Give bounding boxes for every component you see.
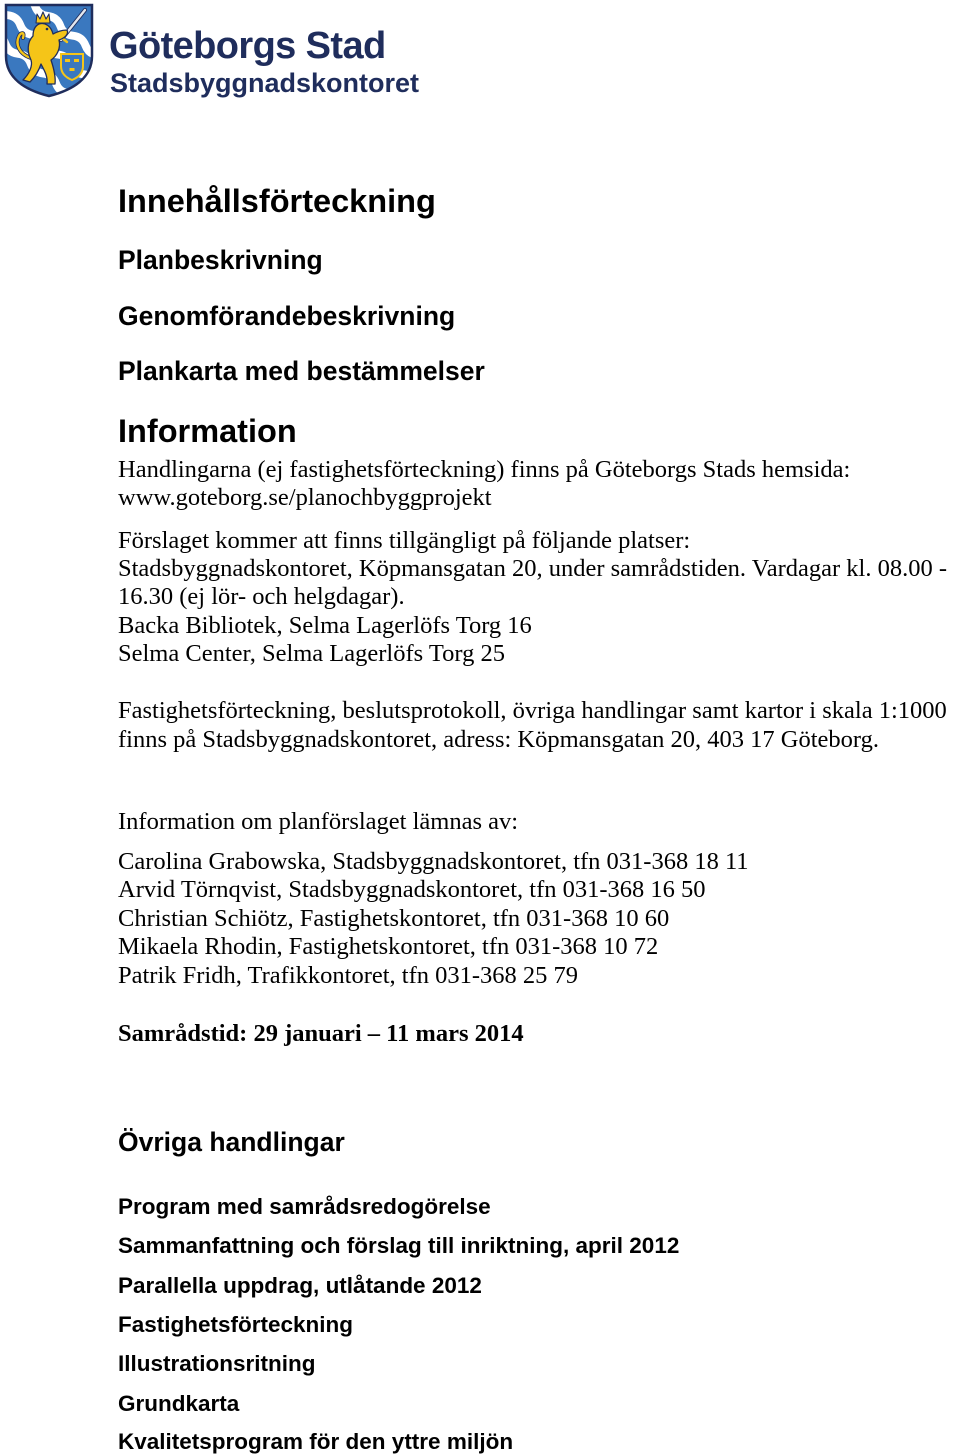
info-line: Selma Center, Selma Lagerlöfs Torg 25 (118, 640, 505, 667)
toc-item: Genomförandebeskrivning (118, 301, 456, 331)
info-line: Förslaget kommer att finns tillgängligt på följande platser: (118, 527, 691, 554)
other-docs-item: Illustrationsritning (118, 1351, 316, 1376)
toc-item: Plankarta med bestämmelser (118, 356, 485, 386)
info-line: Handlingarna (ej fastighetsförteckning) finns på Göteborgs Stads hemsida: (118, 456, 851, 483)
info-line: Stadsbyggnadskontoret, Köpmansgatan 20, under samrådstiden. Vardagar kl. 08.00 - (118, 555, 947, 582)
other-docs-item: Grundkarta (118, 1391, 240, 1416)
contact-line: Mikaela Rhodin, Fastighetskontoret, tfn 031-368 10 72 (118, 933, 659, 960)
toc-item: Planbeskrivning (118, 245, 323, 275)
info-line: Backa Bibliotek, Selma Lagerlöfs Torg 16 (118, 612, 532, 639)
other-docs-item: Sammanfattning och förslag till inriktning, april 2012 (118, 1233, 680, 1258)
consultation-period: Samrådstid: 29 januari – 11 mars 2014 (118, 1020, 524, 1047)
dept-name: Stadsbyggnadskontoret (110, 68, 420, 98)
org-name: Göteborgs Stad (109, 25, 386, 67)
other-docs-item: Parallella uppdrag, utlåtande 2012 (118, 1273, 482, 1298)
other-docs-item: Program med samrådsredogörelse (118, 1194, 491, 1219)
website-url: www.goteborg.se/planochbyggprojekt (118, 484, 492, 511)
other-docs-item: Kvalitetsprogram för den yttre miljön (118, 1429, 514, 1454)
contact-line: Carolina Grabowska, Stadsbyggnadskontoret, tfn 031-368 18 11 (118, 848, 749, 875)
small-shield (61, 54, 83, 80)
info-title: Information (118, 413, 297, 449)
contact-line: Christian Schiötz, Fastighetskontoret, tfn 031-368 10 60 (118, 905, 670, 932)
other-docs-item: Fastighetsförteckning (118, 1312, 354, 1337)
toc-title: Innehållsförteckning (118, 183, 436, 219)
contacts-intro: Information om planförslaget lämnas av: (118, 808, 519, 835)
info-line: Fastighetsförteckning, beslutsprotokoll, övriga handlingar samt kartor i skala 1:1000 (118, 697, 947, 724)
info-line: finns på Stadsbyggnadskontoret, adress: Köpmansgatan 20, 403 17 Göteborg. (118, 726, 879, 753)
other-docs-title: Övriga handlingar (118, 1127, 345, 1157)
contact-line: Arvid Törnqvist, Stadsbyggnadskontoret, tfn 031-368 16 50 (118, 876, 706, 903)
info-line: 16.30 (ej lör- och helgdagar). (118, 583, 405, 610)
contact-line: Patrik Fridh, Trafikkontoret, tfn 031-368 25 79 (118, 962, 579, 989)
coat-of-arms-icon (3, 2, 95, 98)
